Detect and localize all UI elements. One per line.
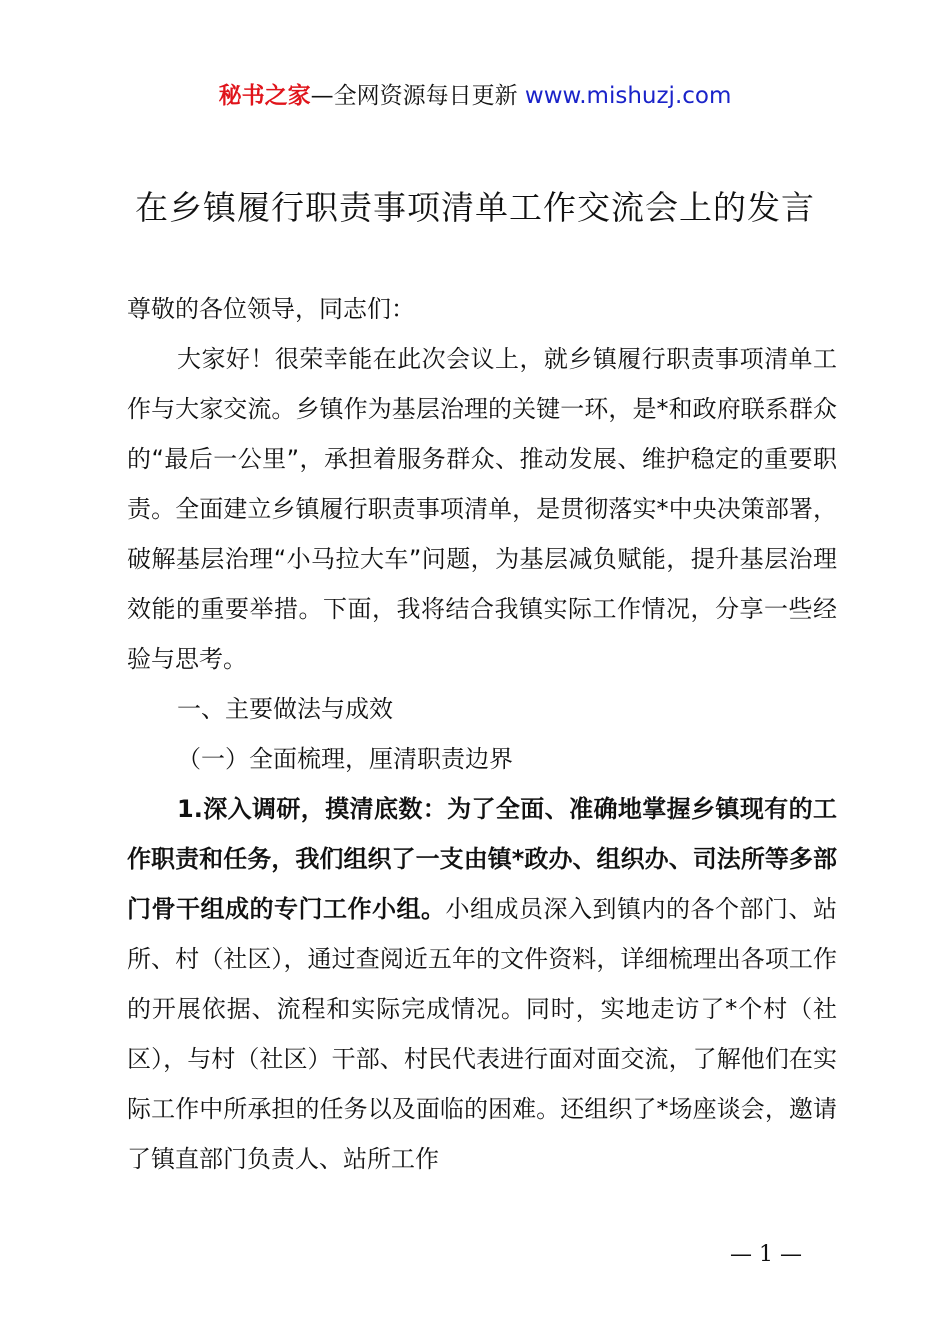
intro-paragraph: 大家好！很荣幸能在此次会议上，就乡镇履行职责事项清单工作与大家交流。乡镇作为基层治理的关键一环，是*和政府联系群众的“最后一公里”，承担着服务群众、推动发展、维护稳定的重要职责。全面建立乡镇履行职责事项清单，是贯彻落实*中央决策部署，破解基层治理“小马拉大车”问题，为基层减负赋能，提升基层治理效能的重要举措。下面，我将结合我镇实际工作情况，分享一些经验与思考。 [127, 345, 837, 673]
page-number: — 1 — [730, 1242, 802, 1267]
subsection-heading: （一）全面梳理，厘清职责边界 [177, 745, 513, 773]
salutation: 尊敬的各位领导，同志们： [127, 295, 415, 323]
header-tagline: —全网资源每日更新 [310, 83, 525, 109]
point-paragraph [127, 784, 837, 1184]
section-heading: 一、主要做法与成效 [177, 695, 393, 723]
brand-name: 秘书之家 [218, 83, 311, 109]
site-header [0, 80, 950, 112]
document-title: 在乡镇履行职责事项清单工作交流会上的发言 [135, 188, 815, 227]
point-body-text: 小组成员深入到镇内的各个部门、站所、村（社区），通过查阅近五年的文件资料，详细梳理出各项工作的开展依据、流程和实际完成情况。同时，实地走访了*个村（社区），与村（社区）干部、村民代表进行面对面交流，了解他们在实际工作中所承担的任务以及面临的困难。还组织了*场座谈会，邀请了镇直部门负责人、站所工作 [127, 895, 837, 1173]
document-body [127, 284, 837, 1184]
point-bold-lead: 1.深入调研，摸清底数：为了全面、准确地掌握乡镇现有的工作职责和任务，我们组织了一支由镇*政办、组织办、司法所等多部门骨干组成的专门工作小组。 [127, 795, 837, 923]
site-url-link[interactable]: www.mishuzj.com [524, 83, 732, 109]
